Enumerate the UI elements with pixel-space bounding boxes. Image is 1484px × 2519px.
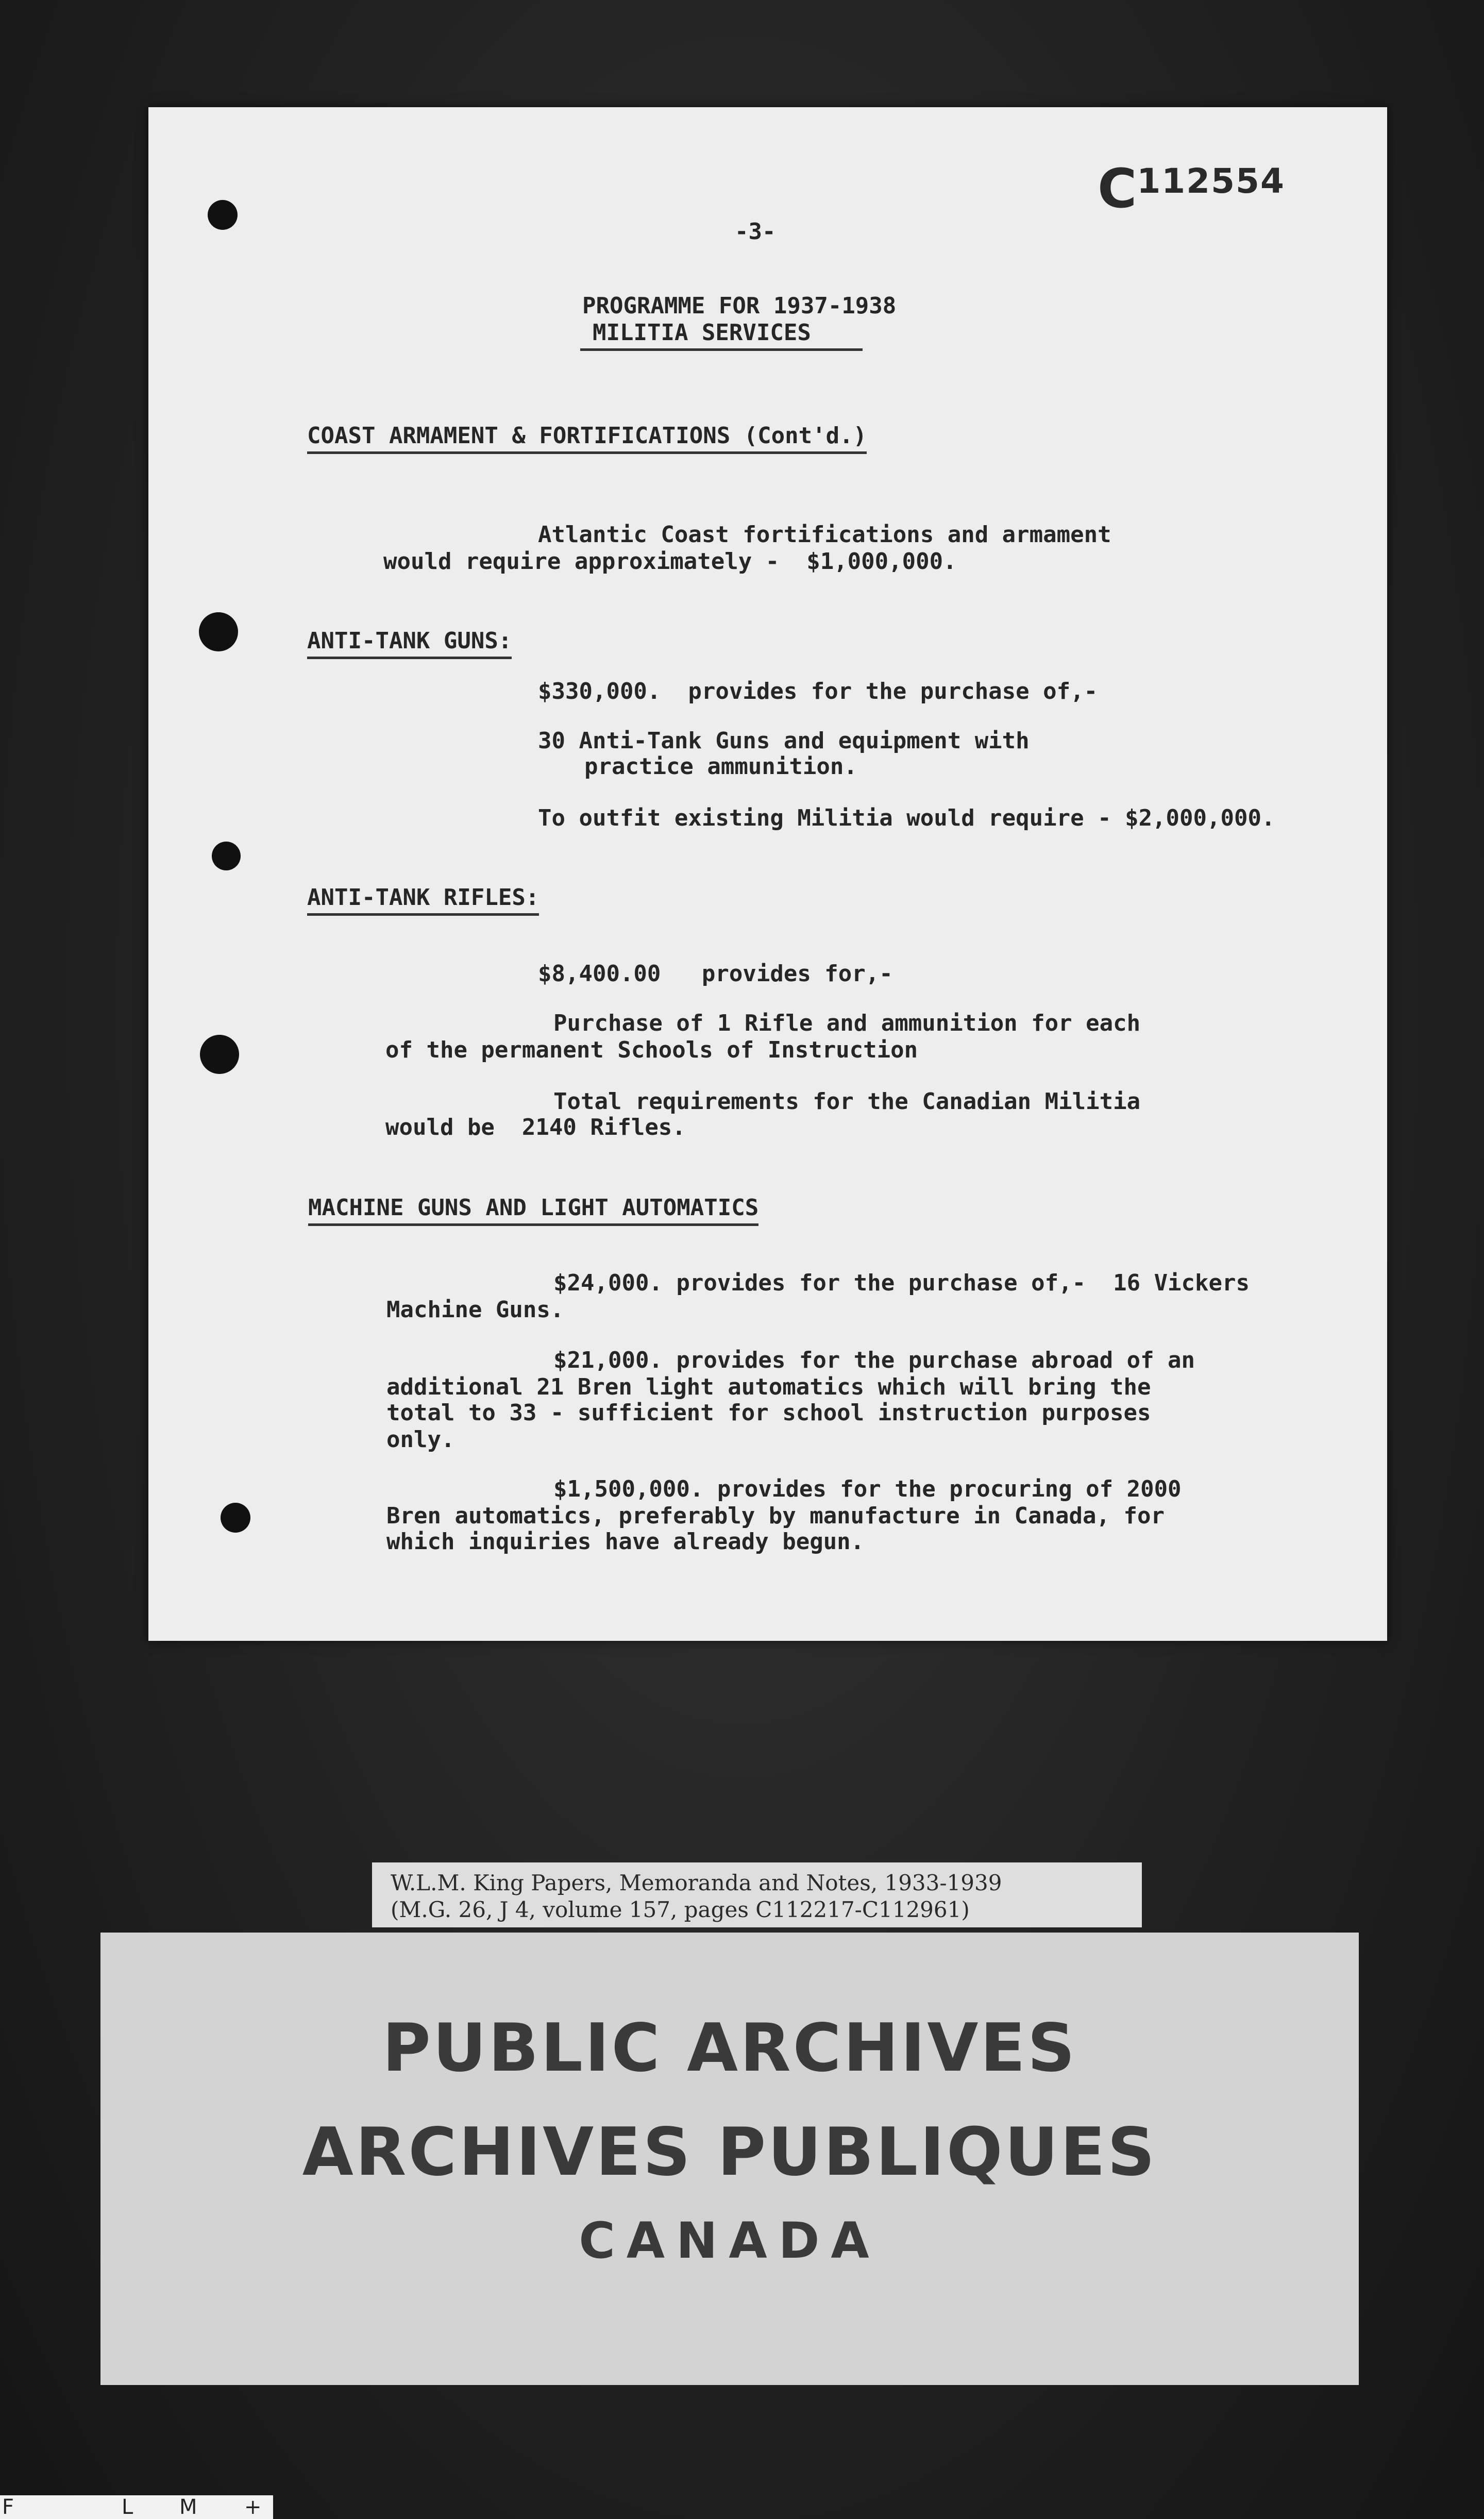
mg-para1-line2: Machine Guns.	[386, 1297, 564, 1323]
rifles-para2-line2: would be 2140 Rifles.	[385, 1114, 686, 1140]
scale-mark: F	[2, 2495, 14, 2519]
section-heading-coast: COAST ARMAMENT & FORTIFICATIONS (Cont'd.)	[307, 423, 867, 454]
citation-label	[372, 1862, 1142, 1927]
archives-line-2: ARCHIVES PUBLIQUES	[302, 2114, 1157, 2191]
mg-para3-line3: which inquiries have already begun.	[386, 1529, 865, 1555]
citation-line-1: W.L.M. King Papers, Memoranda and Notes, 1933-1939	[391, 1870, 1002, 1895]
scale-mark: M	[179, 2495, 197, 2519]
section-heading-anti-tank-guns: ANTI-TANK GUNS:	[307, 628, 512, 659]
section-heading-machine-guns: MACHINE GUNS AND LIGHT AUTOMATICS	[308, 1195, 758, 1226]
rifles-para1-line2: of the permanent Schools of Instruction	[385, 1037, 918, 1063]
coast-line-1: Atlantic Coast fortifications and armament	[538, 522, 1111, 548]
scale-mark: L	[122, 2495, 133, 2519]
title-line-2-text: MILITIA SERVICES	[593, 320, 811, 346]
mg-para2-line1: $21,000. provides for the purchase abroad of an	[553, 1347, 1195, 1373]
rifles-para1-line1: Purchase of 1 Rifle and ammunition for each	[553, 1010, 1141, 1036]
guns-line-4: To outfit existing Militia would require - $2,000,000.	[538, 805, 1275, 831]
microfilm-scale-strip	[0, 2495, 273, 2519]
punch-hole	[200, 1035, 239, 1074]
rifles-para2-line1: Total requirements for the Canadian Militia	[553, 1088, 1141, 1115]
rifles-line-1: $8,400.00 provides for,-	[538, 961, 893, 987]
stamp-number: 112554	[1137, 161, 1285, 201]
punch-hole	[212, 842, 241, 870]
scale-mark: +	[244, 2495, 262, 2519]
archives-line-3: CANADA	[579, 2212, 881, 2270]
punch-hole	[199, 612, 238, 651]
coast-line-2: would require approximately - $1,000,000.	[383, 548, 957, 575]
archive-stamp	[1098, 157, 1285, 220]
section-heading-anti-tank-rifles: ANTI-TANK RIFLES:	[307, 884, 539, 916]
mg-para2-line3: total to 33 - sufficient for school instruction purposes	[386, 1400, 1151, 1426]
page-number: -3-	[735, 219, 776, 245]
title-line-2	[580, 320, 863, 351]
public-archives-card	[100, 1933, 1359, 2385]
mg-para3-line1: $1,500,000. provides for the procuring of 2000	[553, 1476, 1182, 1502]
punch-hole	[208, 200, 238, 230]
document-page	[148, 107, 1387, 1641]
archives-line-1: PUBLIC ARCHIVES	[382, 2010, 1077, 2087]
mg-para2-line2: additional 21 Bren light automatics which will bring the	[386, 1374, 1151, 1400]
mg-para1-line1: $24,000. provides for the purchase of,- 16 Vickers	[553, 1270, 1250, 1296]
punch-hole	[221, 1503, 250, 1533]
stamp-letter: C	[1098, 157, 1137, 220]
guns-line-3: practice ammunition.	[584, 753, 857, 780]
mg-para3-line2: Bren automatics, preferably by manufacture in Canada, for	[386, 1503, 1165, 1529]
citation-line-2: (M.G. 26, J 4, volume 157, pages C112217-C112961)	[391, 1897, 970, 1922]
guns-line-1: $330,000. provides for the purchase of,-	[538, 678, 1098, 704]
mg-para2-line4: only.	[386, 1426, 455, 1453]
guns-line-2: 30 Anti-Tank Guns and equipment with	[538, 728, 1030, 754]
title-line-1: PROGRAMME FOR 1937-1938	[582, 293, 897, 319]
